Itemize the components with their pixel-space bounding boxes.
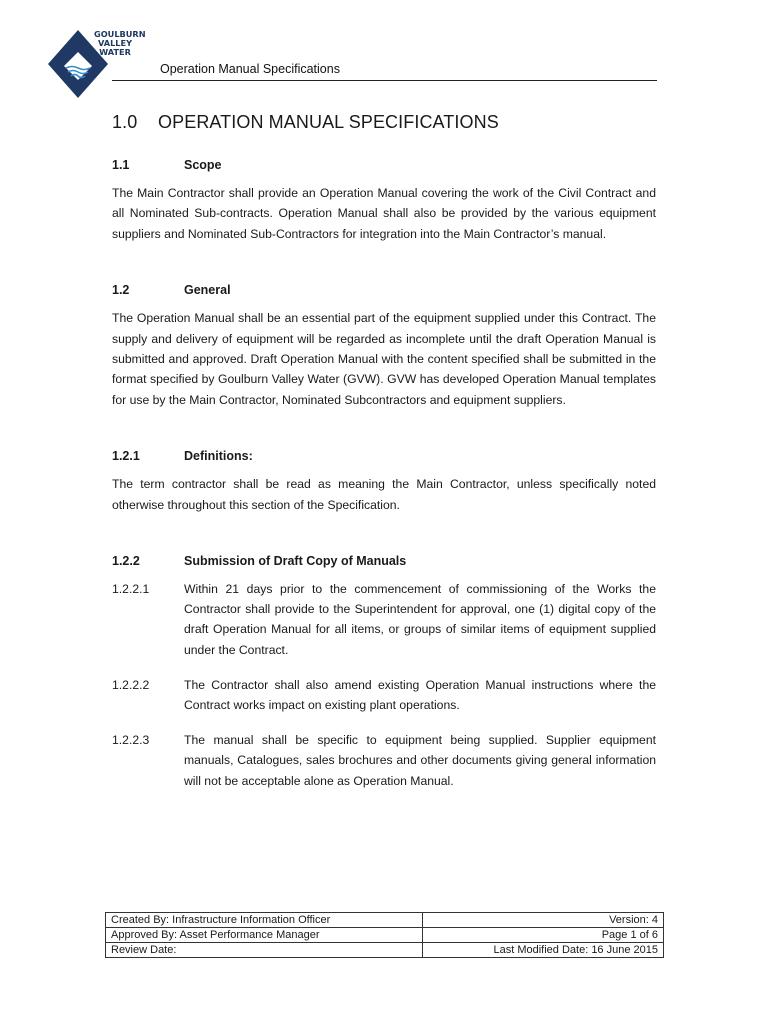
header-title: Operation Manual Specifications (160, 62, 340, 76)
main-heading (112, 112, 656, 133)
footer-row (106, 943, 664, 958)
section-1-1-heading (112, 158, 656, 172)
section-1-2-heading (112, 283, 656, 297)
heading-number: 1.0 (112, 112, 138, 132)
created-by: Created By: Infrastructure Information Officer (106, 913, 423, 928)
clause-number: 1.2.2.3 (112, 733, 150, 748)
section-number: 1.2.1 (112, 449, 140, 464)
page-number: Page 1 of 6 (422, 928, 663, 943)
heading-title: OPERATION MANUAL SPECIFICATIONS (158, 112, 499, 132)
clause-number: 1.2.2.1 (112, 582, 150, 597)
version: Version: 4 (422, 913, 663, 928)
section-title: Submission of Draft Copy of Manuals (184, 554, 407, 569)
section-title: General (184, 283, 231, 298)
document-control-footer (105, 912, 664, 958)
footer-row (106, 913, 664, 928)
section-1-2-body: The Operation Manual shall be an essential part of the equipment supplied under this Contract. The supply and delivery of equipment will be regarded as incomplete until the draft Operation Manual is submitted and approved. Draft Operation Manual with the content specified shall be submitted in the format specified by Goulburn Valley Water (GVW). GVW has developed Operation Manual templates for use by the Main Contractor, Nominated Subcontractors and equipment suppliers. (112, 311, 656, 407)
section-number: 1.1 (112, 158, 130, 172)
gvw-logo (46, 28, 146, 100)
footer-row (106, 928, 664, 943)
section-1-1-body: The Main Contractor shall provide an Operation Manual covering the work of the Civil Contract and all Nominated Sub-contracts. Operation Manual shall also be provided by the various equipment suppliers and Nominated Sub-Contractors for integration into the Main Contractor’s manual. (112, 186, 656, 241)
clause-text: The manual shall be specific to equipment being supplied. Supplier equipment manuals, Catalogues, sales brochures and other documents giving general information will not be acceptable alone as Operation Manual. (184, 733, 656, 788)
section-1-2-1-body: The term contractor shall be read as meaning the Main Contractor, unless specifically noted otherwise throughout this section of the Specification. (112, 477, 656, 512)
document-body (112, 112, 656, 791)
section-1-2-1-heading (112, 449, 656, 463)
logo-wordmark: GOULBURN VALLEY WATER (94, 29, 146, 58)
review-date: Review Date: (106, 943, 423, 958)
clause-number: 1.2.2.2 (112, 677, 150, 692)
section-number: 1.2.2 (112, 554, 140, 569)
approved-by: Approved By: Asset Performance Manager (106, 928, 423, 943)
clause-text: The Contractor shall also amend existing Operation Manual instructions where the Contract works impact on existing plant operations. (184, 677, 656, 713)
section-title: Scope (184, 158, 222, 172)
clause-text: Within 21 days prior to the commencement of commissioning of the Works the Contractor shall provide to the Superintendent for approval, one (1) digital copy of the draft Operation Manual for all items, or groups of similar items of equipment supplied under the Contract. (184, 582, 656, 657)
last-modified-date: Last Modified Date: 16 June 2015 (422, 943, 663, 958)
section-title: Definitions: (184, 449, 253, 464)
clause-1-2-2-1 (112, 579, 656, 660)
clause-1-2-2-2 (112, 675, 656, 715)
section-number: 1.2 (112, 283, 130, 298)
clause-1-2-2-3 (112, 730, 656, 791)
header-divider (112, 80, 657, 81)
section-1-2-2-heading (112, 554, 656, 568)
